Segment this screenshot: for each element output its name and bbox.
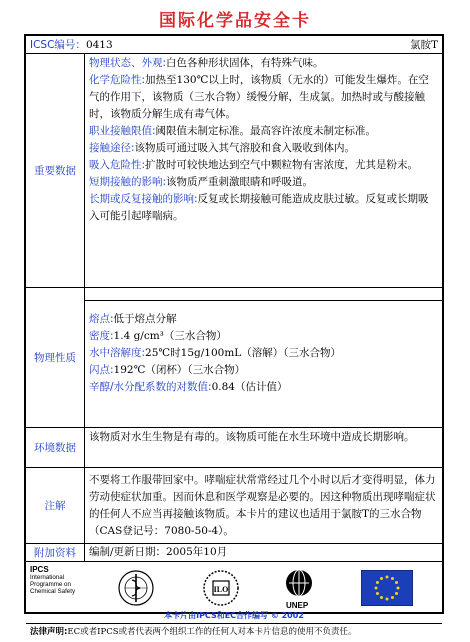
environment-row (26, 428, 442, 468)
important-data-item-value: 该物质严重刺激眼睛和呼吸道。 (166, 176, 314, 188)
physical-property-item-value: 192℃（闭杯）（三水合物） (113, 364, 246, 376)
important-data-item (89, 55, 438, 72)
eu-star-icon (397, 587, 400, 590)
eu-star-icon (376, 592, 379, 595)
credit-line: 本卡片由IPCS和EC合作编写 © 2002 (164, 611, 304, 620)
physical-property-item-key: 闪点: (89, 364, 114, 376)
important-data-item-key: 接触途径: (89, 142, 135, 154)
physical-property-item-value: 1.4 g/cm³（三水合物） (113, 330, 227, 342)
physical-properties-row (26, 288, 442, 428)
physical-property-item-value: 25℃时15g/100mL（溶解）（三水合物） (145, 347, 341, 359)
important-data-item (89, 157, 438, 174)
important-data-item-key: 长期或反复接触的影响: (89, 193, 198, 205)
physical-properties-label: 物理性质 (26, 288, 85, 427)
important-data-item (89, 140, 438, 157)
eu-star-icon (376, 581, 379, 584)
important-data-item-value: 阈限值未制定标准。最高容许浓度未制定标准。 (155, 125, 377, 137)
eu-flag-icon (361, 570, 413, 606)
environment-label: 环境数据 (26, 428, 85, 467)
card-title: 国际化学品安全卡 (159, 11, 311, 31)
environment-content: 该物质对水生生物是有毒的。该物质可能在水生环境中造成长期影响。 (89, 431, 415, 443)
safety-card (24, 34, 444, 637)
who-emblem-icon (116, 568, 156, 608)
important-data-item-key: 职业接触限值: (89, 125, 156, 137)
eu-star-icon (375, 587, 378, 590)
important-data-item-key: 物理状态、外观: (89, 57, 167, 69)
eu-star-icon (380, 577, 383, 580)
extra-info-row (26, 544, 442, 562)
important-data-item-value: 该物质可通过吸入其气溶胶和食入吸收到体内。 (134, 142, 356, 154)
card-header-row (26, 36, 442, 54)
physical-spacer (85, 288, 442, 301)
important-data-item-key: 短期接触的影响: (89, 176, 167, 188)
legal-disclaimer: 法律声明:EC或者IPCS或者代表两个组织工作的任何人对本卡片信息的使用不负责任。 (30, 627, 357, 637)
important-data-item-key: 化学危险性: (89, 74, 146, 86)
important-data-label: 重要数据 (26, 54, 85, 287)
ipcs-logo: IPCS International Programme on Chemical Safety (30, 565, 76, 595)
important-data-item-value: 扩散时可较快地达到空气中颗粒物有害浓度，尤其是粉末。 (145, 159, 419, 171)
physical-property-item-key: 熔点: (89, 313, 114, 325)
physical-property-item-value: 0.84（估计值） (211, 381, 288, 393)
extra-info-label: 附加资料 (26, 544, 85, 561)
eu-star-icon (395, 581, 398, 584)
important-data-item-value: 白色各种形状固体，有特殊气味。 (166, 57, 324, 69)
eu-star-icon (386, 576, 389, 579)
legal-row (26, 624, 442, 642)
physical-properties-content (85, 310, 442, 427)
svg-text:ILO: ILO (213, 585, 229, 594)
notes-row (26, 468, 442, 544)
ilo-emblem-icon (201, 568, 241, 608)
important-data-item (89, 72, 438, 123)
notes-label: 注解 (26, 468, 85, 543)
eu-star-icon (391, 596, 394, 599)
eu-star-icon (395, 592, 398, 595)
important-data-row (26, 54, 442, 288)
unep-emblem-icon (281, 568, 317, 598)
important-data-item (89, 191, 438, 225)
icsc-number: ICSC编号：0413 (30, 39, 113, 51)
physical-property-item-value: 低于熔点分解 (113, 313, 177, 325)
important-data-item (89, 123, 438, 140)
physical-property-item-key: 密度: (89, 330, 114, 342)
important-data-item-value: 加热至130℃以上时，该物质（无水的）可能发生爆炸。在空气的作用下，该物质（三水合物）缓慢分解，生成氯。加热时或与酸接触时，该物质分解生成有毒气体。 (89, 74, 429, 120)
physical-property-item-key: 辛醇/水分配系数的对数值: (89, 381, 212, 393)
important-data-item-key: 吸入危险性: (89, 159, 146, 171)
physical-property-item (89, 362, 438, 379)
important-data-content (85, 54, 442, 287)
eu-star-icon (391, 577, 394, 580)
unep-caption: UNEP (286, 601, 309, 610)
important-data-item (89, 174, 438, 191)
physical-property-item (89, 345, 438, 362)
eu-star-icon (380, 596, 383, 599)
physical-property-item (89, 311, 438, 328)
eu-star-icon (386, 598, 389, 601)
extra-info-content: 编制/更新日期：2005年10月 (89, 546, 228, 558)
physical-property-item-key: 水中溶解度: (89, 347, 146, 359)
important-data-item-value: 反复或长期接触可能造成皮肤过敏。反复或长期吸入可能引起哮喘病。 (89, 193, 429, 222)
chemical-name: 氯胺T (409, 39, 438, 51)
logos-row (26, 562, 442, 624)
notes-content: 不要将工作服带回家中。哮喘症状常常经过几个小时以后才变得明显，体力劳动使症状加重。因而休息和医学观察是必要的。因这种物质出现哮喘症状的任何人不应当再接触该物质。本卡片的建议也适用于氯胺T的三水合物（CAS登记号：7080-50-4）。 (89, 474, 436, 537)
physical-property-item (89, 379, 438, 396)
physical-property-item (89, 328, 438, 345)
